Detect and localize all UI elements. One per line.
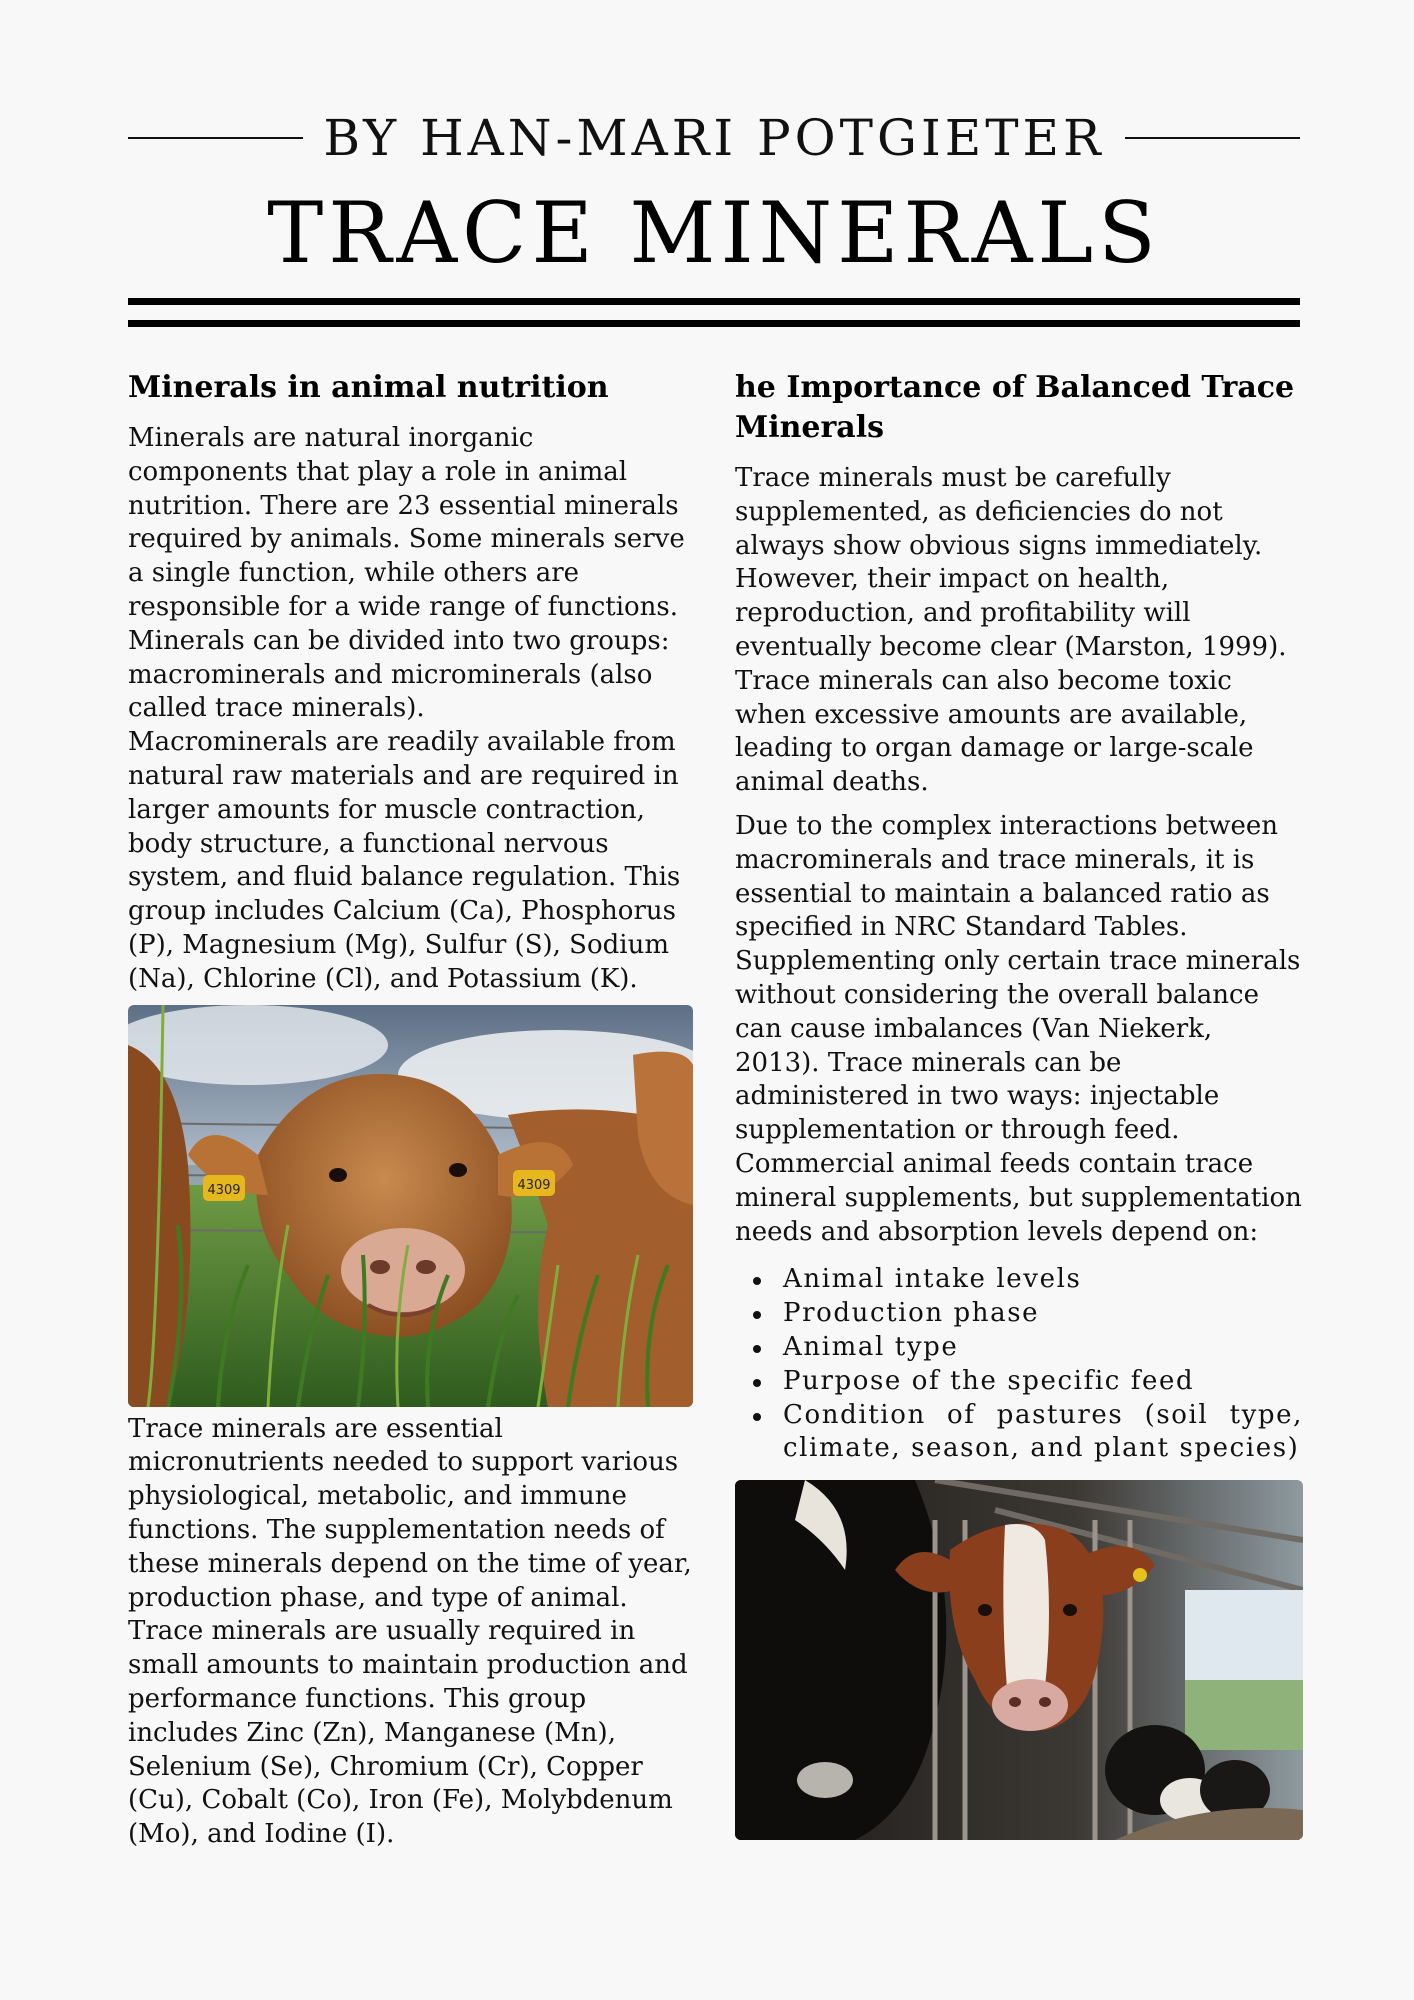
page-title: TRACE MINERALS [267,184,1161,282]
section-heading-minerals: Minerals in animal nutrition [128,370,609,405]
cow-barn-illustration [735,1480,1303,1840]
list-item: Animal intake levels [735,1263,1303,1297]
cow-barn-photo [735,1480,1303,1840]
left-column [128,368,693,1852]
byline-left-rule [128,137,303,139]
right-column [735,368,1303,1840]
byline-right-rule [1125,137,1300,139]
byline-row [128,108,1300,168]
paragraph-trace-minerals: Trace minerals are essential micronutrients needed to support various physiological, metabolic, and immune functions. The supplementation needs of these minerals depend on the time of year, production phase, and type of animal. Trace minerals are usually required in small amounts to maintain production and performance functions. This group includes Zinc (Zn), Manganese (Mn), Selenium (Se), Chromium (Cr), Copper (Cu), Cobalt (Co), Iron (Fe), Molybdenum (Mo), and Iodine (I). [128,1413,692,1850]
title-rule-top [128,298,1300,305]
list-item: Production phase [735,1297,1303,1331]
cow-grazing-illustration [128,1005,693,1407]
list-item: Purpose of the specific feed [735,1365,1303,1399]
list-item: Animal type [735,1331,1303,1365]
section-heading-balanced-trace: he Importance of Balanced Trace Minerals [735,370,1295,445]
supplementation-factors-list [735,1263,1303,1466]
cow-grazing-photo [128,1005,693,1407]
ear-tag-right: 4309 [517,1177,551,1193]
author-byline: BY HAN-MARI POTGIETER [323,109,1105,167]
paragraph-macrominerals: Macrominerals are readily available from natural raw materials and are required in larger amounts for muscle contraction, body structure, a functional nervous system, and fluid balance regulation. This group includes Calcium (Ca), Phosphorus (P), Magnesium (Mg), Sulfur (S), Sodium (Na), Chlorine (Cl), and Potassium (K). [128,727,681,994]
title-rule-bottom [128,320,1300,327]
ear-tag-left: 4309 [207,1182,241,1198]
paragraph-gap [735,800,1303,810]
paragraph-minerals-intro: Minerals are natural inorganic components that play a role in animal nutrition. There are 23 essential minerals required by animals. Some minerals serve a single function, while others are responsible for a wide range of functions. Minerals can be divided into two groups: macrominerals and microminerals (also called trace minerals). [128,423,685,724]
list-item: Condition of pastures (soil type, climate, season, and plant species) [735,1399,1303,1467]
paragraph-interactions: Due to the complex interactions between macrominerals and trace minerals, it is essential to maintain a balanced ratio as specified in NRC Standard Tables. Supplementing only certain trace minerals without considering the overall balance can cause imbalances (Van Niekerk, 2013). Trace minerals can be administered in two ways: injectable supplementation or through feed. Commercial animal feeds contain trace mineral supplements, but supplementation needs and absorption levels depend on: [735,810,1302,1247]
paragraph-supplementation: Trace minerals must be carefully supplemented, as deficiencies do not always show obvious signs immediately. However, their impact on health, reproduction, and profitability will eventually become clear (Marston, 1999). Trace minerals can also become toxic when excessive amounts are available, leading to organ damage or large-scale animal deaths. [735,463,1287,798]
